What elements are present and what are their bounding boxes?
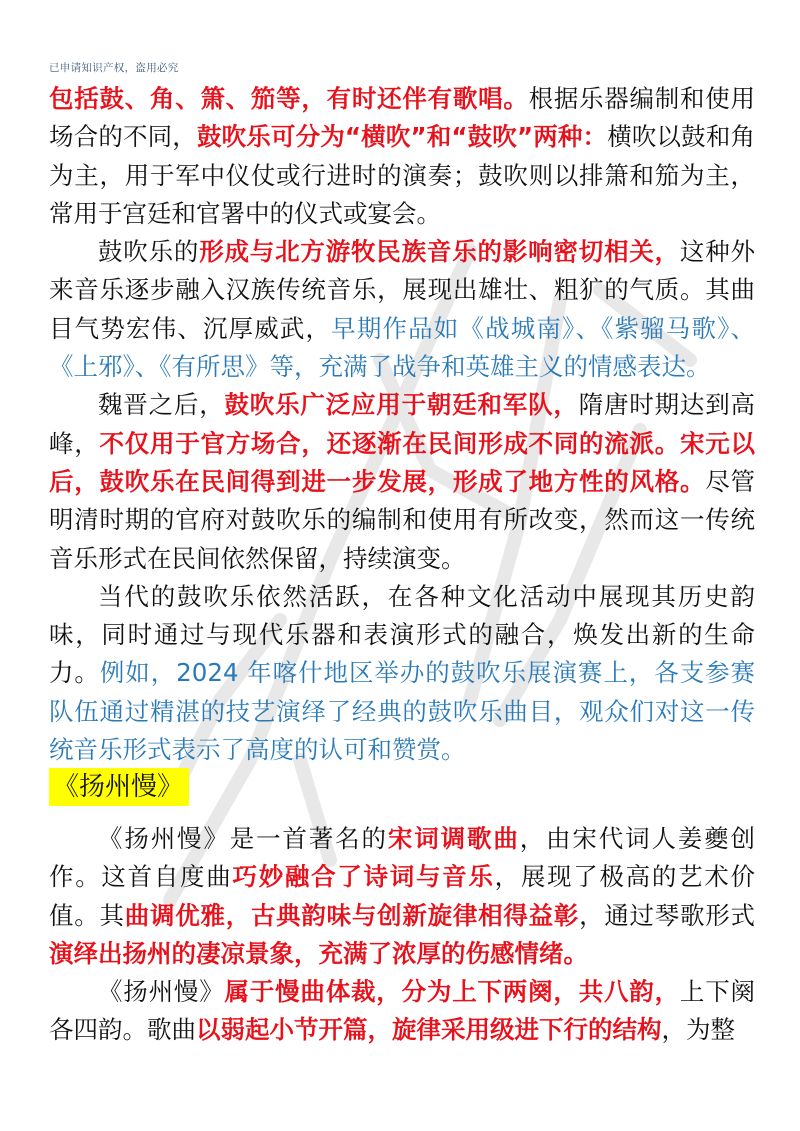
text-run: 鼓吹乐的 — [98, 237, 200, 267]
text-run: 《扬州慢》是一首著名的 — [98, 824, 388, 853]
emphasis-red: 形成与北方游牧民族音乐的影响密切相关， — [199, 237, 680, 267]
section-guchui-body — [49, 80, 755, 769]
example-blue: 例如，2024 年喀什地区举办的鼓吹乐展演赛上，各支参赛队伍通过精湛的技艺演绎了经典的鼓吹乐曲目，观众们对这一传统音乐形式表示了高度的认可和赞赏。 — [49, 658, 756, 765]
emphasis-red: 演绎出扬州的凄凉景象，充满了浓厚的伤感情绪。 — [49, 938, 588, 968]
paragraph — [49, 80, 755, 233]
text-run: 横吹以鼓和角为主，用于军中仪仗或行进时的演奏；鼓吹则以排箫和笳为主，常用于宫廷和官署中的仪式或宴会。 — [49, 122, 755, 228]
text-run: ，展现了极高的艺术价值。其 — [49, 862, 756, 930]
emphasis-red: 鼓吹乐广泛应用于朝廷和军队， — [224, 390, 579, 420]
text-run: 魏晋之后， — [98, 390, 225, 420]
paragraph — [49, 578, 755, 769]
emphasis-red: 属于慢曲体裁，分为上下两阕，共八韵， — [224, 977, 680, 1007]
emphasis-red: 宋词调歌曲 — [387, 824, 520, 853]
text-run: 这种外来音乐逐步融入汉族传统音乐，展现出雄壮、粗犷的气质。其曲目气势宏伟、沉厚威武， — [49, 237, 756, 343]
copyright-note: 已申请知识产权，盗用必究 — [49, 62, 179, 74]
paragraph — [49, 233, 755, 386]
text-run: 上下阕各四韵。歌曲 — [49, 977, 756, 1045]
text-run: ，由宋代词人姜夔创作。这首自度曲 — [49, 824, 756, 892]
text-run: 尽管明清时期的官府对鼓吹乐的编制和使用有所改变，然而这一传统音乐形式在民间依然保留，持续演变。 — [49, 466, 756, 573]
emphasis-red: 不仅用于官方场合，还逐渐在民间形成不同的流派。宋元以后，鼓吹乐在民间得到进一步发展，形成了地方性的风格。 — [49, 428, 756, 496]
emphasis-red: 包括鼓、角、箫、笳等，有时还伴有歌唱。 — [49, 84, 529, 113]
section-title-yangzhouman: 《扬州慢》 — [49, 768, 189, 806]
paragraph — [49, 386, 755, 577]
paragraph — [49, 820, 755, 973]
text-run: 根据乐器编制和使用场合的不同， — [49, 84, 756, 152]
example-blue: 早期作品如《战城南》、《紫骝马歌》、《上邪》、《有所思》等，充满了战争和英雄主义的情感表达。 — [49, 313, 756, 382]
text-run: ，通过琴歌形式 — [579, 900, 756, 930]
text-run: 当代的鼓吹乐依然活跃，在各种文化活动中展现其历史韵味，同时通过与现代乐器和表演形式的融合，焕发出新的生命力。 — [49, 581, 755, 688]
text-run: ，为整 — [661, 1015, 735, 1045]
text-run: 《扬州慢》 — [98, 977, 225, 1007]
paragraph — [49, 973, 755, 1050]
emphasis-red: 曲调优雅，古典韵味与创新旋律相得益彰 — [124, 900, 580, 930]
section-yangzhouman-body — [49, 820, 755, 1050]
emphasis-red: 巧妙融合了诗词与音乐 — [232, 862, 495, 892]
emphasis-red: 鼓吹乐可分为“横吹”和“鼓吹”两种： — [196, 122, 608, 152]
emphasis-red: 以弱起小节开篇，旋律采用级进下行的结构 — [196, 1015, 662, 1045]
text-run: 隋唐时期达到高峰， — [49, 390, 756, 458]
